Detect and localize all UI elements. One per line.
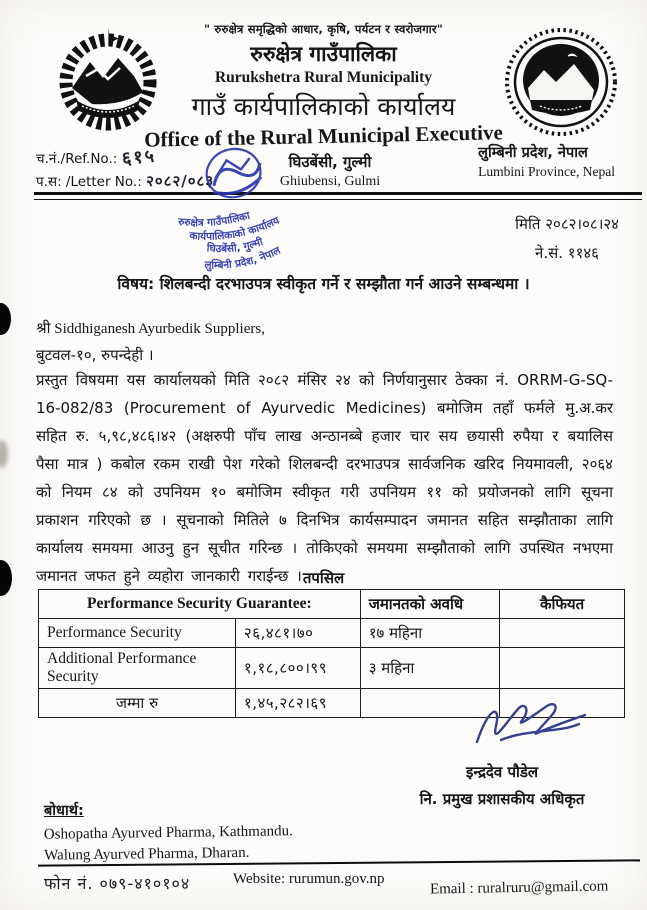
scan-hole-mark <box>0 560 12 596</box>
ref-number-value: ६१५ <box>120 145 157 170</box>
stamp-line-1: रुरुक्षेत्र गाउँपालिका <box>177 209 252 230</box>
table-title: तपसिल <box>302 569 345 587</box>
ref-number-label: च.नं./Ref.No.: <box>36 151 118 167</box>
signatory-name: इन्द्रदेव पौडेल <box>465 763 539 781</box>
municipality-name-nepali: रुरुक्षेत्र गाउँपालिका <box>250 42 397 66</box>
stamp-line-3: घिउबेंसी, गुल्मी <box>206 235 265 256</box>
cc-item: Oshopatha Ayurved Pharma, Kathmandu. <box>43 823 293 843</box>
footer-website: Website: rurumun.gov.np <box>233 871 385 887</box>
row-amount: १,१८,८००।९९ <box>235 648 360 689</box>
province-nepali: लुम्बिनी प्रदेश, नेपाल <box>478 145 588 161</box>
letterhead <box>110 22 537 152</box>
stamp-line-4: लुम्बिनी प्रदेश, नेपाल <box>204 244 283 272</box>
signatory-title: नि. प्रमुख प्रशासकीय अधिकृत <box>419 790 585 808</box>
addressee-address: बुटवल-१०, रुपन्देही । <box>36 346 154 364</box>
stamp-line-2: कार्यपालिकाको कार्यालय <box>189 214 282 243</box>
round-stamp-icon <box>155 127 339 291</box>
body-paragraph: प्रस्तुत विषयमा यस कार्यालयको मिति २०८२ मंसिर २४ को निर्णयानुसार ठेक्का नं. ORRM-G-SQ-16-082/83 (Procurement of Ayurvedic Medicines) बमोजिम तहाँ फर्मले मु.अ.कर सहित रु. ५,९८,४८६।४२ (अक्षरुपी पाँच लाख अन्ठानब्बे हजार चार सय छयासी रुपैया र बयालिस पैसा मात्र ) कबोल रकम राखी पेश गरेको शिलबन्दी दरभाउपत्र सार्वजनिक खरिद नियमावली, २०६४ को नियम ८४ को उपनियम १० बमोजिम स्वीकृत गरी उपनियम ११ को प्रयोजनको लागि सूचना प्रकाशन गरिएको छ । सूचनाको मितिले ७ दिनभित्र कार्यसम्पादन जमानत सहित सम्झौताका लागि कार्यालय समयमा आउनु हुन सूचीत गरिन्छ । तोकिएको समयमा सम्झौताको लागि उपस्थित नभएमा जमानत जफत हुने व्यहोरा जानकारी गराईन्छ । <box>36 371 613 585</box>
place-nepali: घिउबेंसी, गुल्मी <box>288 153 372 171</box>
row-period: ३ महिना <box>360 648 499 689</box>
scan-hole-mark <box>0 303 11 335</box>
addressee-name: श्री Siddhiganesh Ayurbedik Suppliers, <box>36 321 265 337</box>
footer-email: Email : ruralruru@gmail.com <box>429 878 609 898</box>
row-label: Additional Performance Security <box>39 648 236 689</box>
row-remark <box>500 619 625 648</box>
province-english: Lumbini Province, Nepal <box>478 164 615 179</box>
place-english: Ghiubensi, Gulmi <box>279 174 381 189</box>
cc-label: बोधार्थ: <box>44 803 84 819</box>
municipality-motto: " रुरुक्षेत्र समृद्धिको आधार, कृषि, पर्यटन र स्वरोजगार" <box>203 22 443 36</box>
row-amount: २६,४८१।७० <box>235 619 360 648</box>
signature-block <box>387 698 617 809</box>
table-row <box>39 619 625 648</box>
date-block <box>515 210 619 268</box>
header-remarks: कैफियत <box>500 590 625 619</box>
office-name-english: Office of the Rural Municipal Executive <box>143 120 504 152</box>
header-performance-security-guarantee: Performance Security Guarantee: <box>39 590 361 619</box>
letter-date: मिति २०८२।०८।२४ <box>515 215 619 233</box>
scan-smudge <box>0 440 8 468</box>
municipality-name-english: Rurukshetra Rural Municipality <box>214 69 432 86</box>
cc-block <box>44 800 293 865</box>
letter-number-label: प.स: /Letter No.: <box>36 174 142 190</box>
table-row <box>39 648 625 689</box>
footer-phone: फोन नं. ०७९-४१०१०४ <box>44 874 191 893</box>
nepal-sambat-number: ने.सं. ११४६ <box>535 244 599 262</box>
total-amount: १,४५,२८२।६९ <box>235 689 360 718</box>
office-name-nepali: गाउँ कार्यपालिकाको कार्यालय <box>191 92 456 121</box>
office-stamp <box>168 143 326 275</box>
addressee-block <box>36 316 265 368</box>
cc-item: Walung Ayurved Pharma, Dharan. <box>44 844 250 864</box>
total-label: जम्मा रु <box>39 689 236 718</box>
subject-line: विषय: शिलबन्दी दरभाउपत्र स्वीकृत गर्ने र सम्झौता गर्न आउने सम्बन्धमा । <box>117 275 530 293</box>
header-guarantee-period: जमानतको अवधि <box>360 590 499 619</box>
row-remark <box>500 648 625 689</box>
signature-icon <box>467 698 597 756</box>
header-divider <box>34 192 642 200</box>
row-label: Performance Security <box>39 619 236 648</box>
table-header-row <box>39 590 625 619</box>
row-period: १७ महिना <box>360 619 499 648</box>
province-block <box>478 142 615 180</box>
letter-number-value: २०८२/०८३ <box>146 172 215 190</box>
